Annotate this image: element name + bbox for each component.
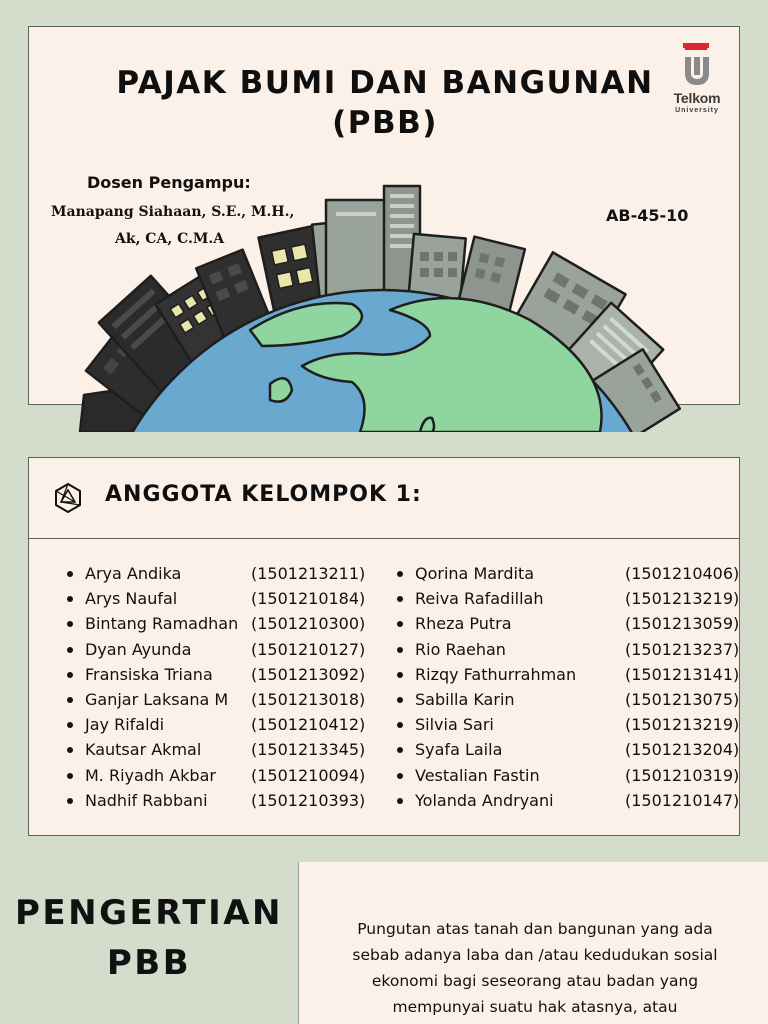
member-name: Reiva Rafadillah (415, 589, 544, 609)
member-nim: (1501213141) (625, 664, 740, 684)
bullet-icon (397, 722, 403, 728)
bullet-icon (397, 596, 403, 602)
member-nim: (1501213219) (625, 715, 740, 735)
bullet-icon (67, 621, 73, 627)
member-name: Rizqy Fathurrahman (415, 664, 577, 684)
bullet-icon (67, 596, 73, 602)
member-nim: (1501210094) (251, 765, 366, 785)
telkom-university-logo (665, 41, 729, 121)
member-nim: (1501213219) (625, 589, 740, 609)
city-globe-illustration (0, 170, 768, 432)
member-name: Kautsar Akmal (85, 740, 202, 760)
bullet-icon (397, 697, 403, 703)
member-nim: (1501213204) (625, 740, 740, 760)
dosen-name-line-2: Ak, CA, C.M.A (115, 231, 225, 247)
member-name: M. Riyadh Akbar (85, 765, 216, 785)
bullet-icon (67, 722, 73, 728)
member-name: Fransiska Triana (85, 664, 213, 684)
dosen-name-line-1: Manapang Siahaan, S.E., M.H., (51, 204, 295, 220)
hexagon-icon (53, 482, 83, 514)
bullet-icon (67, 647, 73, 653)
bullet-icon (67, 798, 73, 804)
member-nim: (1501213345) (251, 740, 366, 760)
member-name: Arya Andika (85, 564, 182, 583)
bullet-icon (67, 672, 73, 678)
member-name: Bintang Ramadhan (85, 614, 239, 634)
member-name: Qorina Mardita (415, 564, 535, 583)
member-name: Sabilla Karin (415, 689, 515, 709)
bullet-icon (397, 647, 403, 653)
member-name: Rio Raehan (415, 639, 506, 659)
definition-panel (298, 862, 768, 1024)
member-nim: (1501213059) (625, 614, 740, 634)
pengertian-heading-line-2: PBB (106, 943, 192, 983)
member-nim: (1501210412) (251, 715, 366, 735)
member-name: Rheza Putra (415, 614, 512, 634)
member-nim: (1501213075) (625, 689, 740, 709)
logo-sub: University (675, 107, 719, 114)
member-name: Nadhif Rabbani (85, 790, 208, 810)
member-nim: (1501210127) (251, 639, 366, 659)
member-nim: (1501210300) (251, 614, 366, 634)
member-name: Syafa Laila (415, 740, 503, 760)
definition-text: Pungutan atas tanah dan bangunan yang ada sebab adanya laba dan /atau kedudukan sosial ekonomi bagi seseorang atau badan yang mempunyai suatu hak atasnya, atau (352, 920, 718, 1016)
member-nim: (1501213018) (251, 689, 366, 709)
member-name: Arys Naufal (85, 589, 178, 609)
bullet-icon (67, 773, 73, 779)
bullet-icon (397, 621, 403, 627)
divider (29, 538, 739, 539)
member-nim: (1501213237) (625, 639, 740, 659)
bullet-icon (397, 747, 403, 753)
member-name: Jay Rifaldi (85, 715, 165, 735)
pengertian-heading (0, 888, 298, 988)
member-nim: (1501210406) (625, 564, 740, 583)
pengertian-heading-line-1: PENGERTIAN (15, 893, 283, 933)
page-subtitle: (PBB) (332, 105, 438, 141)
member-name: Yolanda Andryani (415, 790, 554, 810)
member-nim: (1501210184) (251, 589, 366, 609)
bullet-icon (67, 697, 73, 703)
bullet-icon (67, 747, 73, 753)
telkom-logo-icon (665, 41, 729, 93)
members-heading: ANGGOTA KELOMPOK 1: (105, 482, 422, 507)
page-title: PAJAK BUMI DAN BANGUNAN (116, 65, 654, 101)
member-nim: (1501210393) (251, 790, 366, 810)
bullet-icon (397, 773, 403, 779)
logo-name: Telkom (673, 90, 721, 106)
member-name: Dyan Ayunda (85, 639, 192, 659)
member-nim: (1501210147) (625, 790, 740, 810)
member-name: Vestalian Fastin (415, 765, 540, 785)
bullet-icon (397, 571, 403, 577)
member-name: Silvia Sari (415, 715, 494, 735)
member-nim: (1501213211) (251, 564, 366, 583)
member-nim: (1501213092) (251, 664, 366, 684)
member-nim: (1501210319) (625, 765, 740, 785)
bullet-icon (67, 571, 73, 577)
class-code: AB-45-10 (606, 206, 689, 225)
members-card (28, 457, 740, 836)
member-name: Ganjar Laksana M (85, 689, 229, 709)
bullet-icon (397, 798, 403, 804)
bullet-icon (397, 672, 403, 678)
dosen-label: Dosen Pengampu: (87, 173, 251, 192)
